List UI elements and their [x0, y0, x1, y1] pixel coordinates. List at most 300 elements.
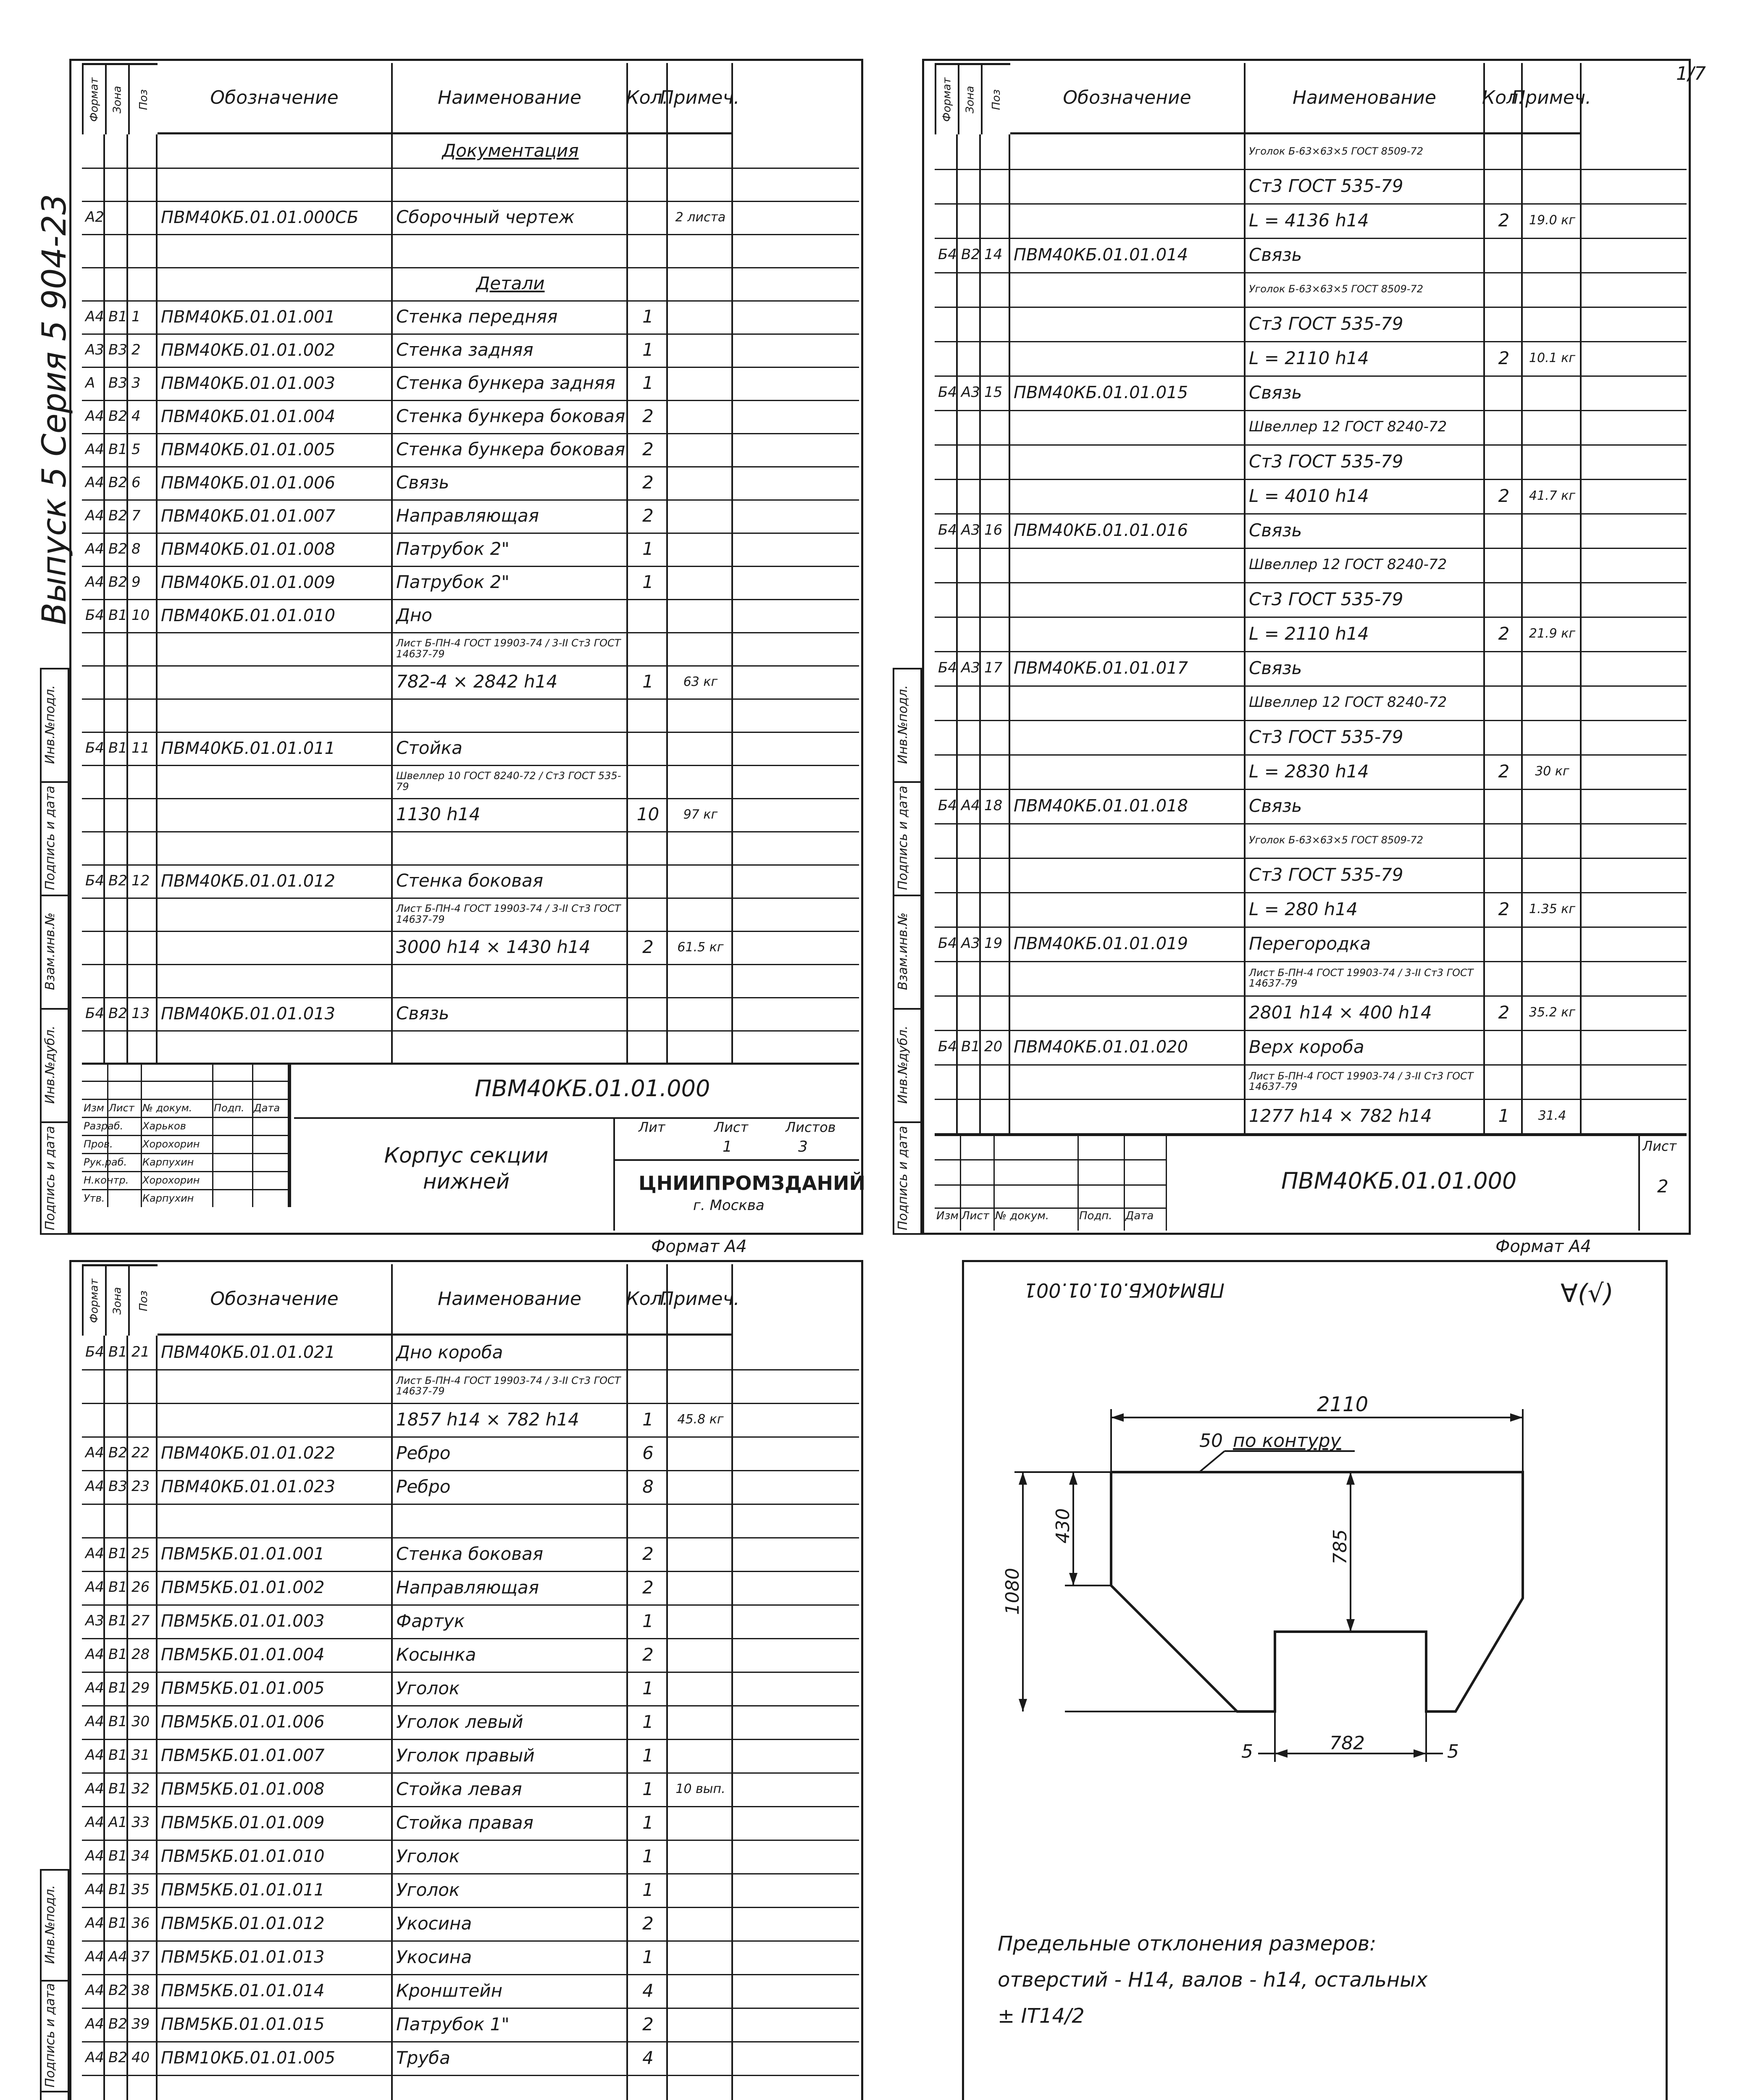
spec-cell-qty: 8	[642, 1476, 654, 1497]
spec-cell-name: Дно короба	[396, 1341, 503, 1362]
spec-cell-name: Укосина	[396, 1946, 472, 1967]
spec-cell-note: 31.4	[1538, 1108, 1566, 1124]
spec-cell-designation: ПВМ5КБ.01.01.010	[161, 1847, 325, 1866]
spec-cell-pos: 39	[131, 2016, 150, 2033]
spec-cell-pos: 13	[131, 1005, 150, 1022]
spec-cell-zone: В1	[961, 1038, 980, 1055]
spec-cell-pos: 3	[131, 374, 141, 391]
spec-cell-name: Верх короба	[1249, 1036, 1364, 1057]
spec-cell-format: А4	[85, 1478, 104, 1495]
spec-cell-designation: ПВМ5КБ.01.01.006	[161, 1712, 325, 1732]
spec-header-format: Формат	[82, 1264, 105, 1336]
spec-cell-qty: 2	[642, 472, 654, 493]
spec-cell-name: Стойка правая	[396, 1812, 533, 1833]
spec-cell-designation: ПВМ5КБ.01.01.003	[161, 1612, 325, 1631]
spec-cell-format: А4	[85, 1646, 104, 1663]
spec-header-format: Формат	[935, 63, 958, 134]
spec-cell-zone: В2	[108, 1982, 127, 1999]
spec-cell-qty: 1	[642, 1610, 654, 1631]
spec-cell-designation: ПВМ40КБ.01.01.015	[1014, 383, 1188, 402]
spec-cell-qty: 2	[642, 2013, 654, 2034]
spec-cell-note: 1.35 кг	[1529, 902, 1576, 917]
spec-cell-format: А4	[85, 474, 104, 491]
spec-cell-name: Связь	[1249, 795, 1302, 816]
stamp-name: Карпухин	[142, 1156, 194, 1168]
spec-cell-format: А3	[85, 341, 104, 358]
title-org: ЦНИИПРОМЗДАНИЙ	[639, 1172, 866, 1194]
spec-cell-name: Укосина	[396, 1913, 472, 1934]
spec-cell-qty: 1	[642, 1745, 654, 1766]
spec-cell-qty: 2	[642, 1577, 654, 1598]
spec-cell-note: 63 кг	[683, 674, 718, 689]
spec-cell-zone: В1	[108, 1545, 127, 1562]
stamp-name: Хорохорин	[142, 1174, 200, 1186]
spec-cell-note: 45.8 кг	[677, 1412, 724, 1427]
stamp-name: Хорохорин	[142, 1138, 200, 1150]
spec-cell-designation: ПВМ40КБ.01.01.012	[161, 871, 336, 891]
spec-cell-pos: 29	[131, 1680, 150, 1697]
spec-cell-qty: 10	[636, 804, 660, 825]
spec-cell-designation: ПВМ40КБ.01.01.018	[1014, 796, 1188, 816]
spec-cell-note: 2 листа	[675, 210, 726, 225]
spec-cell-name: Фартук	[396, 1610, 465, 1631]
spec-cell-zone: В1	[108, 441, 127, 458]
spec-cell-name: Лист Б-ПН-4 ГОСТ 19903-74 / 3-II Ст3 ГОСТ 14637-79	[396, 1374, 621, 1397]
spec-cell-designation: ПВМ40КБ.01.01.004	[161, 407, 336, 426]
spec-cell-name: Уголок	[396, 1879, 460, 1900]
spec-cell-qty: 1	[642, 572, 654, 593]
stamp-header: Подп.	[214, 1102, 244, 1114]
spec-cell-format: А4	[85, 2016, 104, 2033]
note-line-1: Предельные отклонения размеров:	[998, 1932, 1377, 1956]
spec-cell-designation: ПВМ40КБ.01.01.000СБ	[161, 207, 359, 227]
spec-cell-pos: 18	[984, 797, 1003, 814]
spec-cell-pos: 10	[131, 606, 150, 624]
spec-cell-pos: 35	[131, 1881, 150, 1898]
spec-cell-name: Ребро	[396, 1442, 451, 1463]
spec-cell-designation: ПВМ5КБ.01.01.002	[161, 1578, 325, 1597]
spec-cell-zone: В1	[108, 1713, 127, 1730]
spec-cell-format: А2	[85, 208, 104, 226]
title-city: г. Москва	[693, 1197, 765, 1214]
dim-center-height: 785	[1330, 1529, 1351, 1564]
spec-header-note: Примеч.	[1523, 63, 1582, 134]
spec-cell-pos: 30	[131, 1713, 150, 1730]
spec-cell-name: L = 4010 h14	[1249, 485, 1369, 506]
page-number-label: 1/7	[1676, 63, 1706, 84]
spec-cell-name: 2801 h14 × 400 h14	[1249, 1002, 1432, 1023]
spec-header-zone: Зона	[105, 1264, 128, 1336]
binding-strip-label: Инв.№подл.	[43, 1885, 58, 1964]
spec-cell-format: А4	[85, 2049, 104, 2066]
spec-cell-format: А4	[85, 1545, 104, 1562]
spec-cell-name: L = 2830 h14	[1249, 761, 1369, 782]
spec-cell-format: А4	[85, 573, 104, 591]
spec-cell-name: Сборочный чертеж	[396, 207, 575, 228]
spec-cell-note: 97 кг	[683, 807, 718, 822]
spec-cell-pos: 11	[131, 739, 150, 756]
spec-header-qty: Кол.	[628, 63, 668, 134]
spec-cell-name: 1277 h14 × 782 h14	[1249, 1105, 1432, 1126]
spec-cell-format: А4	[85, 1881, 104, 1898]
spec-cell-zone: В2	[108, 872, 127, 889]
spec-cell-note: 35.2 кг	[1529, 1005, 1576, 1020]
spec-cell-name: Направляющая	[396, 505, 539, 526]
spec-cell-qty: 2	[1498, 485, 1510, 506]
binding-strip-label: Инв.№дубл.	[43, 1025, 58, 1104]
spec-cell-format: А4	[85, 308, 104, 325]
spec-cell-zone: В3	[108, 341, 127, 358]
spec-cell-name: Лист Б-ПН-4 ГОСТ 19903-74 / 3-II Ст3 ГОСТ 14637-79	[396, 637, 621, 660]
spec-cell-zone: В2	[108, 540, 127, 557]
series-label: Выпуск 5 Серия 5 904-23	[36, 194, 74, 625]
binding-strip-label: Инв.№подл.	[43, 685, 58, 764]
spec-cell-designation: ПВМ5КБ.01.01.001	[161, 1544, 325, 1564]
corner-code-inverted: ПВМ40КБ.01.01.001	[1024, 1279, 1225, 1302]
spec-cell-qty: 1	[642, 1879, 654, 1900]
spec-cell-zone: А4	[961, 797, 980, 814]
spec-cell-pos: 27	[131, 1612, 150, 1630]
spec-cell-zone: В1	[108, 1915, 127, 1932]
spec-cell-designation: ПВМ40КБ.01.01.023	[161, 1477, 336, 1496]
binding-strip-label: Взам.инв.№	[43, 912, 58, 990]
spec-cell-designation: ПВМ40КБ.01.01.002	[161, 340, 336, 360]
spec-cell-format: А4	[85, 1948, 104, 1966]
spec-cell-format: А4	[85, 1747, 104, 1764]
spec-cell-designation: ПВМ40КБ.01.01.001	[161, 307, 336, 327]
spec-cell-qty: 1	[642, 1946, 654, 1967]
stamp-header: Дата	[254, 1102, 280, 1114]
spec-cell-designation: ПВМ5КБ.01.01.008	[161, 1780, 325, 1799]
spec-cell-designation: ПВМ40КБ.01.01.017	[1014, 659, 1188, 678]
spec-cell-name: L = 280 h14	[1249, 898, 1358, 919]
spec-cell-name: Ст3 ГОСТ 535-79	[1249, 864, 1403, 885]
spec-cell-pos: 1	[131, 308, 141, 325]
spec-cell-name: Патрубок 2"	[396, 572, 510, 593]
spec-cell-name: Стойка левая	[396, 1778, 522, 1799]
spec-cell-designation: ПВМ5КБ.01.01.005	[161, 1679, 325, 1698]
spec-cell-format: А4	[85, 1579, 104, 1596]
stamp-header: Изм	[936, 1210, 959, 1222]
spec-header-note: Примеч.	[668, 63, 733, 134]
spec-cell-zone: В3	[108, 374, 127, 391]
spec-cell-designation: ПВМ40КБ.01.01.005	[161, 440, 336, 459]
binding-strip-label: Подпись и дата	[896, 785, 910, 890]
spec-cell-name: Ст3 ГОСТ 535-79	[1249, 175, 1403, 196]
title-sheets-label: Листов	[786, 1119, 836, 1135]
spec-cell-name: Уголок правый	[396, 1745, 535, 1766]
spec-header-designation: Обозначение	[158, 1264, 393, 1336]
spec-cell-format: Б4	[85, 872, 104, 889]
spec-cell-pos: 4	[131, 407, 141, 425]
spec-cell-format: Б4	[938, 522, 957, 539]
spec-cell-format: Б4	[938, 384, 957, 401]
stamp-header: Изм	[84, 1102, 104, 1114]
spec-cell-zone: А3	[961, 935, 980, 952]
spec-header-name: Наименование	[393, 1264, 628, 1336]
spec-cell-name: L = 2110 h14	[1249, 623, 1369, 644]
spec-cell-zone: В1	[108, 1344, 127, 1361]
spec-cell-zone: В2	[108, 474, 127, 491]
title-sheet-no: 2	[1657, 1176, 1669, 1197]
spec-cell-qty: 1	[642, 1778, 654, 1799]
stamp-header: Подп.	[1079, 1210, 1112, 1222]
spec-cell-name: Патрубок 1"	[396, 2013, 510, 2034]
stamp-role: Рук.раб.	[84, 1156, 127, 1168]
spec-cell-pos: 32	[131, 1780, 150, 1798]
spec-cell-note: 10 вып.	[675, 1782, 725, 1797]
spec-cell-zone: В2	[108, 1444, 127, 1462]
spec-cell-qty: 2	[642, 439, 654, 460]
spec-cell-designation: ПВМ40КБ.01.01.003	[161, 373, 336, 393]
spec-cell-name: Перегородка	[1249, 933, 1371, 954]
spec-cell-zone: В1	[108, 1680, 127, 1697]
spec-cell-pos: 6	[131, 474, 141, 491]
stamp-name: Харьков	[142, 1120, 186, 1132]
spec-cell-pos: 40	[131, 2049, 150, 2066]
spec-cell-designation: ПВМ40КБ.01.01.020	[1014, 1037, 1188, 1057]
spec-cell-name: Ст3 ГОСТ 535-79	[1249, 451, 1403, 472]
spec-cell-name: Лист Б-ПН-4 ГОСТ 19903-74 / 3-II Ст3 ГОСТ 14637-79	[1249, 966, 1474, 989]
spec-cell-name: Стенка бункера боковая	[396, 406, 625, 427]
spec-cell-name: Стенка передняя	[396, 306, 558, 327]
spec-cell-name: L = 4136 h14	[1249, 210, 1369, 231]
title-doc-code: ПВМ40КБ.01.01.000	[475, 1075, 710, 1102]
spec-cell-pos: 5	[131, 441, 141, 458]
spec-cell-zone: В1	[108, 1612, 127, 1630]
spec-cell-zone: А4	[108, 1948, 127, 1966]
spec-cell-name: Стенка задняя	[396, 339, 533, 360]
spec-cell-pos: 7	[131, 507, 141, 524]
spec-cell-name: Стенка боковая	[396, 1543, 543, 1564]
spec-cell-name: L = 2110 h14	[1249, 347, 1369, 368]
format-label-sheet-1: Формат А4	[651, 1237, 747, 1256]
spec-cell-format: А4	[85, 1915, 104, 1932]
spec-cell-designation: ПВМ40КБ.01.01.016	[1014, 521, 1188, 540]
dim-total-height: 1080	[1002, 1568, 1023, 1615]
spec-cell-name: Кронштейн	[396, 1980, 503, 2001]
spec-cell-name: Связь	[1249, 382, 1302, 403]
spec-cell-format: А4	[85, 1444, 104, 1462]
spec-cell-zone: В1	[108, 1780, 127, 1798]
spec-cell-name: Косынка	[396, 1644, 476, 1665]
binding-strip-label: Подпись и дата	[43, 1983, 58, 2088]
spec-cell-pos: 36	[131, 1915, 150, 1932]
dim-bottom-width: 782	[1330, 1732, 1365, 1754]
spec-header-format: Формат	[82, 63, 105, 134]
spec-cell-zone: А3	[961, 384, 980, 401]
stamp-role: Утв.	[84, 1192, 105, 1204]
spec-cell-pos: 31	[131, 1747, 150, 1764]
spec-cell-format: Б4	[938, 797, 957, 814]
spec-cell-format: А4	[85, 540, 104, 557]
binding-strip-label: Подпись и дата	[896, 1126, 910, 1231]
spec-cell-pos: 25	[131, 1545, 150, 1562]
dim-edge-note: по контуру	[1233, 1430, 1341, 1452]
spec-cell-note: 21.9 кг	[1529, 626, 1576, 641]
spec-cell-designation: ПВМ10КБ.01.01.005	[161, 2048, 336, 2068]
spec-header-zone: Зона	[105, 63, 128, 134]
spec-cell-pos: 33	[131, 1814, 150, 1831]
spec-cell-qty: 2	[642, 406, 654, 427]
spec-cell-qty: 2	[642, 1644, 654, 1665]
spec-cell-designation: ПВМ40КБ.01.01.019	[1014, 934, 1188, 953]
title-lit-label: Лит	[639, 1119, 665, 1135]
spec-cell-zone: А3	[961, 522, 980, 539]
spec-cell-format: А4	[85, 1713, 104, 1730]
spec-cell-name: 1130 h14	[396, 804, 481, 825]
title-sheet-label: Лист	[1642, 1138, 1677, 1154]
spec-cell-format: Б4	[938, 246, 957, 263]
spec-cell-designation: ПВМ40КБ.01.01.008	[161, 539, 336, 559]
spec-cell-qty: 2	[642, 1913, 654, 1934]
stamp-header: № докум.	[995, 1210, 1049, 1222]
spec-cell-format: Б4	[85, 1005, 104, 1022]
spec-cell-qty: 4	[642, 1980, 654, 2001]
spec-cell-format: Б4	[938, 1038, 957, 1055]
spec-cell-name: Швеллер 10 ГОСТ 8240-72 / Ст3 ГОСТ 535-79	[396, 770, 621, 793]
spec-cell-zone: В2	[108, 2016, 127, 2033]
spec-cell-pos: 14	[984, 246, 1003, 263]
spec-header-name: Наименование	[393, 63, 628, 134]
spec-cell-designation: ПВМ40КБ.01.01.011	[161, 738, 336, 758]
note-line-3: ± IT14/2	[998, 2004, 1085, 2028]
spec-cell-pos: 34	[131, 1848, 150, 1865]
spec-cell-qty: 1	[642, 1409, 654, 1430]
spec-cell-designation: ПВМ5КБ.01.01.009	[161, 1813, 325, 1832]
binding-strip-label: Взам.инв.№	[896, 912, 910, 990]
spec-cell-name: Дно	[396, 605, 432, 626]
spec-cell-zone: В1	[108, 1579, 127, 1596]
spec-cell-qty: 2	[642, 1543, 654, 1564]
spec-cell-qty: 1	[642, 1812, 654, 1833]
spec-header-qty: Кол.	[1485, 63, 1523, 134]
spec-cell-qty: 1	[642, 671, 654, 692]
spec-cell-pos: 16	[984, 522, 1003, 539]
spec-cell-zone: В2	[961, 246, 980, 263]
spec-cell-qty: 2	[1498, 210, 1510, 231]
binding-strip-label: Инв.№дубл.	[896, 1025, 910, 1104]
dim-edge-dim: 50	[1199, 1430, 1223, 1452]
spec-cell-qty: 1	[642, 1677, 654, 1698]
spec-cell-note: 41.7 кг	[1529, 488, 1576, 504]
spec-cell-name: 1857 h14 × 782 h14	[396, 1409, 579, 1430]
spec-cell-qty: 1	[642, 1845, 654, 1866]
spec-cell-qty: 2	[1498, 761, 1510, 782]
spec-cell-pos: 26	[131, 1579, 150, 1596]
spec-cell-designation: ПВМ5КБ.01.01.007	[161, 1746, 325, 1765]
title-sheets-total: 3	[798, 1138, 808, 1155]
spec-cell-designation: ПВМ40КБ.01.01.021	[161, 1343, 336, 1362]
spec-header-pos: Поз	[128, 1264, 158, 1336]
spec-cell-qty: 6	[642, 1442, 654, 1463]
spec-cell-name: Детали	[476, 273, 545, 294]
spec-cell-pos: 19	[984, 935, 1003, 952]
spec-cell-qty: 2	[642, 505, 654, 526]
spec-cell-name: Документация	[442, 140, 579, 161]
spec-cell-zone: В1	[108, 1881, 127, 1898]
spec-cell-name: Ст3 ГОСТ 535-79	[1249, 588, 1403, 609]
spec-cell-zone: В3	[108, 1478, 127, 1495]
spec-cell-qty: 2	[1498, 623, 1510, 644]
spec-cell-format: Б4	[938, 659, 957, 677]
spec-cell-designation: ПВМ5КБ.01.01.011	[161, 1880, 325, 1900]
binding-strip-label: Подпись и дата	[43, 1126, 58, 1231]
spec-cell-name: Ст3 ГОСТ 535-79	[1249, 726, 1403, 747]
spec-cell-format: А4	[85, 1982, 104, 1999]
spec-cell-note: 19.0 кг	[1529, 213, 1576, 228]
note-line-2: отверстий - Н14, валов - h14, остальных	[998, 1968, 1428, 1992]
spec-cell-name: Уголок Б-63×63×5 ГОСТ 8509-72	[1249, 834, 1423, 846]
spec-cell-pos: 17	[984, 659, 1003, 677]
spec-cell-name: 3000 h14 × 1430 h14	[396, 937, 591, 958]
spec-header-qty: Кол.	[628, 1264, 668, 1336]
spec-cell-pos: 15	[984, 384, 1003, 401]
spec-cell-qty: 2	[1498, 898, 1510, 919]
spec-cell-format: А3	[85, 1612, 104, 1630]
spec-cell-designation: ПВМ40КБ.01.01.006	[161, 473, 336, 493]
spec-cell-zone: В1	[108, 1747, 127, 1764]
spec-cell-designation: ПВМ40КБ.01.01.022	[161, 1444, 336, 1463]
spec-cell-name: Связь	[1249, 657, 1302, 678]
spec-cell-name: Лист Б-ПН-4 ГОСТ 19903-74 / 3-II Ст3 ГОСТ 14637-79	[1249, 1070, 1474, 1092]
dim-gap-left: 5	[1241, 1741, 1253, 1762]
stamp-header: Лист	[962, 1210, 989, 1222]
title-doc-code: ПВМ40КБ.01.01.000	[1281, 1168, 1517, 1194]
spec-header-zone: Зона	[958, 63, 981, 134]
spec-cell-pos: 2	[131, 341, 141, 358]
dim-left-height: 430	[1052, 1508, 1074, 1544]
spec-cell-pos: 20	[984, 1038, 1003, 1055]
spec-cell-designation: ПВМ40КБ.01.01.013	[161, 1004, 336, 1024]
spec-cell-name: Направляющая	[396, 1577, 539, 1598]
stamp-role: Н.контр.	[84, 1174, 129, 1186]
spec-cell-designation: ПВМ40КБ.01.01.010	[161, 606, 336, 625]
spec-cell-name: Стойка	[396, 738, 462, 759]
spec-cell-zone: В2	[108, 573, 127, 591]
spec-cell-pos: 21	[131, 1344, 150, 1361]
spec-cell-format: Б4	[85, 1344, 104, 1361]
spec-cell-name: Стенка бункера боковая	[396, 439, 625, 460]
tolerance-notes	[998, 1926, 1428, 2034]
spec-cell-zone: В2	[108, 2049, 127, 2066]
spec-cell-name: Стенка бункера задняя	[396, 373, 615, 394]
spec-cell-zone: В1	[108, 308, 127, 325]
spec-cell-name: Стенка боковая	[396, 870, 543, 891]
spec-cell-format: А4	[85, 407, 104, 425]
spec-cell-qty: 2	[1498, 347, 1510, 368]
stamp-header: Дата	[1125, 1210, 1154, 1222]
spec-cell-name: Уголок Б-63×63×5 ГОСТ 8509-72	[1249, 283, 1423, 295]
spec-cell-zone: В1	[108, 1646, 127, 1663]
spec-header-pos: Поз	[128, 63, 158, 134]
spec-cell-note: 61.5 кг	[677, 940, 724, 955]
spec-cell-qty: 1	[642, 538, 654, 559]
spec-cell-pos: 38	[131, 1982, 150, 1999]
spec-cell-pos: 8	[131, 540, 141, 557]
spec-cell-designation: ПВМ5КБ.01.01.013	[161, 1948, 325, 1967]
roughness-symbol: ∀(√)	[1561, 1279, 1614, 1308]
spec-cell-designation: ПВМ40КБ.01.01.014	[1014, 245, 1188, 265]
spec-cell-qty: 2	[642, 937, 654, 958]
title-doc-title: Корпус секции нижней	[384, 1143, 549, 1194]
spec-header-name: Наименование	[1246, 63, 1485, 134]
spec-cell-format: Б4	[85, 739, 104, 756]
spec-header-designation: Обозначение	[158, 63, 393, 134]
spec-cell-format: А4	[85, 1814, 104, 1831]
spec-cell-qty: 1	[642, 1711, 654, 1732]
spec-cell-name: Связь	[396, 472, 449, 493]
